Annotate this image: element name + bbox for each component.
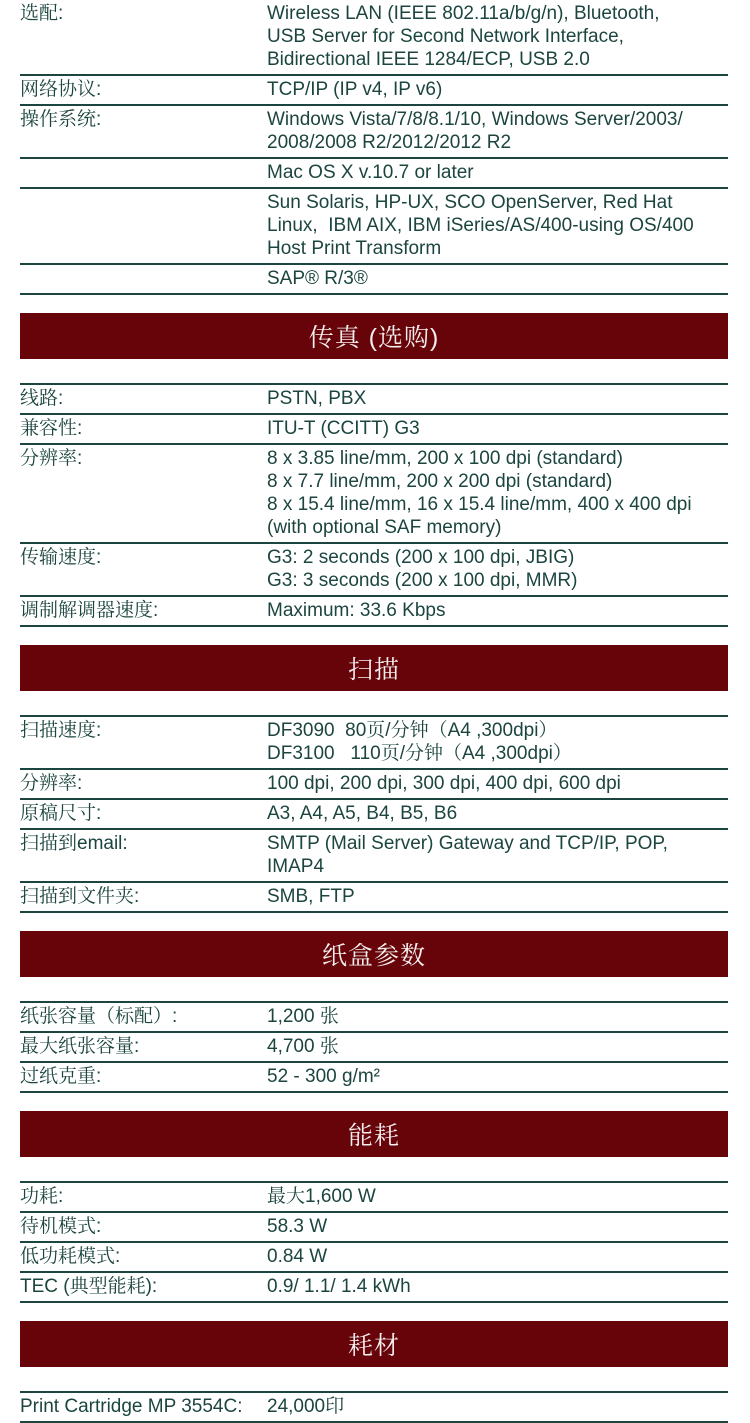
section-header-bar bbox=[20, 1321, 728, 1367]
spec-label bbox=[20, 161, 267, 184]
spec-row bbox=[20, 1183, 728, 1213]
spec-label: 传输速度: bbox=[20, 547, 102, 568]
spec-label: 网络协议: bbox=[20, 79, 102, 100]
section-title: 传真 (选购) bbox=[308, 324, 440, 352]
spec-value bbox=[267, 417, 728, 440]
spec-table bbox=[20, 0, 728, 295]
section-title: 能耗 bbox=[347, 1122, 400, 1150]
spec-row bbox=[20, 76, 728, 106]
section-header-bar bbox=[20, 1111, 728, 1157]
spec-value bbox=[267, 108, 728, 154]
spec-label bbox=[20, 267, 267, 290]
spec-value-line: SMB, FTP bbox=[267, 886, 355, 907]
spec-label: Print Cartridge MP 3554C: bbox=[20, 1396, 243, 1417]
spec-value bbox=[267, 719, 728, 765]
spec-label: 扫描到文件夹: bbox=[20, 886, 140, 907]
spec-label: 扫描到email: bbox=[20, 833, 128, 854]
spec-row bbox=[20, 189, 728, 265]
spec-value-line: 4,700 张 bbox=[267, 1036, 339, 1057]
spec-value-line: 1,200 张 bbox=[267, 1006, 339, 1027]
spec-label: 选配: bbox=[20, 3, 64, 24]
spec-value bbox=[267, 1275, 728, 1298]
spec-row bbox=[20, 597, 728, 627]
spec-value bbox=[267, 546, 728, 592]
spec-row bbox=[20, 159, 728, 189]
spec-label: 原稿尺寸: bbox=[20, 803, 102, 824]
spec-label: 最大纸张容量: bbox=[20, 1036, 140, 1057]
spec-value bbox=[267, 832, 728, 878]
spec-label: 兼容性: bbox=[20, 418, 83, 439]
spec-row bbox=[20, 445, 728, 544]
spec-label: 分辨率: bbox=[20, 448, 83, 469]
section-title: 耗材 bbox=[347, 1332, 400, 1360]
spec-value-line: 2008/2008 R2/2012/2012 R2 bbox=[267, 132, 512, 153]
spec-value-line: 58.3 W bbox=[267, 1216, 328, 1237]
spec-value bbox=[267, 267, 728, 290]
spec-value-line: 0.9/ 1.1/ 1.4 kWh bbox=[267, 1276, 411, 1297]
spec-value bbox=[267, 1395, 728, 1418]
spec-table bbox=[20, 715, 728, 913]
spec-table bbox=[20, 1391, 728, 1423]
spec-row bbox=[20, 265, 728, 295]
spec-value bbox=[267, 191, 728, 260]
spec-label: 过纸克重: bbox=[20, 1066, 102, 1087]
spec-value-line: 24,000印 bbox=[267, 1396, 345, 1417]
section-header-bar bbox=[20, 645, 728, 691]
spec-row bbox=[20, 1393, 728, 1423]
spec-row bbox=[20, 106, 728, 159]
spec-value bbox=[267, 387, 728, 410]
spec-label: TEC (典型能耗): bbox=[20, 1276, 158, 1297]
spec-value bbox=[267, 1065, 728, 1088]
spec-label: 功耗: bbox=[20, 1186, 64, 1207]
spec-label: 线路: bbox=[20, 388, 64, 409]
spec-value-line: 100 dpi, 200 dpi, 300 dpi, 400 dpi, 600 dpi bbox=[267, 773, 621, 794]
spec-value bbox=[267, 447, 728, 539]
spec-value-line: A3, A4, A5, B4, B5, B6 bbox=[267, 803, 458, 824]
spec-value-line: Mac OS X v.10.7 or later bbox=[267, 162, 474, 183]
spec-label: 纸张容量（标配）: bbox=[20, 1006, 178, 1027]
spec-row bbox=[20, 385, 728, 415]
spec-value bbox=[267, 161, 728, 184]
spec-value bbox=[267, 1185, 728, 1208]
spec-value-line: Windows Vista/7/8/8.1/10, Windows Server/2003/ bbox=[267, 109, 683, 130]
spec-value bbox=[267, 772, 728, 795]
spec-row bbox=[20, 770, 728, 800]
spec-value bbox=[267, 78, 728, 101]
spec-table bbox=[20, 1001, 728, 1093]
spec-value-line: TCP/IP (IP v4, IP v6) bbox=[267, 79, 443, 100]
spec-value-line: 0.84 W bbox=[267, 1246, 328, 1267]
spec-label bbox=[20, 191, 267, 260]
spec-row bbox=[20, 1033, 728, 1063]
spec-value-line: DF3100 110页/分钟（A4 ,300dpi） bbox=[267, 743, 572, 764]
spec-value-line: Sun Solaris, HP-UX, SCO OpenServer, Red Hat bbox=[267, 192, 673, 213]
spec-value-line: Maximum: 33.6 Kbps bbox=[267, 600, 446, 621]
spec-value-line: Linux, IBM AIX, IBM iSeries/AS/400-using OS/400 bbox=[267, 215, 694, 236]
spec-label: 调制解调器速度: bbox=[20, 600, 159, 621]
spec-value-line: Host Print Transform bbox=[267, 238, 442, 259]
spec-row bbox=[20, 717, 728, 770]
spec-label: 扫描速度: bbox=[20, 720, 102, 741]
spec-row bbox=[20, 883, 728, 913]
spec-value-line: Wireless LAN (IEEE 802.11a/b/g/n), Bluetooth, bbox=[267, 3, 660, 24]
spec-value-line: 8 x 15.4 line/mm, 16 x 15.4 line/mm, 400 x 400 dpi bbox=[267, 494, 692, 515]
spec-row bbox=[20, 544, 728, 597]
spec-value-line: 最大1,600 W bbox=[267, 1186, 376, 1207]
spec-value bbox=[267, 802, 728, 825]
spec-value-line: 8 x 3.85 line/mm, 200 x 100 dpi (standard) bbox=[267, 448, 623, 469]
spec-row bbox=[20, 1243, 728, 1273]
spec-row bbox=[20, 415, 728, 445]
section-title: 扫描 bbox=[347, 656, 400, 684]
spec-table bbox=[20, 1181, 728, 1303]
spec-row bbox=[20, 800, 728, 830]
spec-value-line: USB Server for Second Network Interface, bbox=[267, 26, 624, 47]
spec-value-line: SAP® R/3® bbox=[267, 268, 368, 289]
section-header-bar bbox=[20, 931, 728, 977]
spec-table bbox=[20, 383, 728, 627]
spec-value-line: PSTN, PBX bbox=[267, 388, 367, 409]
spec-label: 低功耗模式: bbox=[20, 1246, 121, 1267]
spec-row bbox=[20, 1273, 728, 1303]
spec-value bbox=[267, 885, 728, 908]
spec-value bbox=[267, 1215, 728, 1238]
spec-value bbox=[267, 1035, 728, 1058]
spec-value-line: Bidirectional IEEE 1284/ECP, USB 2.0 bbox=[267, 49, 590, 70]
spec-value-line: 52 - 300 g/m² bbox=[267, 1066, 380, 1087]
spec-row bbox=[20, 830, 728, 883]
spec-row bbox=[20, 1003, 728, 1033]
spec-value-line: G3: 2 seconds (200 x 100 dpi, JBIG) bbox=[267, 547, 575, 568]
spec-label: 待机模式: bbox=[20, 1216, 102, 1237]
spec-value-line: SMTP (Mail Server) Gateway and TCP/IP, POP, IMAP4 bbox=[267, 833, 674, 877]
spec-value-line: ITU-T (CCITT) G3 bbox=[267, 418, 420, 439]
spec-row bbox=[20, 1063, 728, 1093]
spec-row bbox=[20, 1213, 728, 1243]
spec-row bbox=[20, 0, 728, 76]
spec-label: 操作系统: bbox=[20, 109, 102, 130]
spec-value bbox=[267, 2, 728, 71]
section-title: 纸盒参数 bbox=[321, 942, 426, 970]
spec-value-line: G3: 3 seconds (200 x 100 dpi, MMR) bbox=[267, 570, 578, 591]
spec-value bbox=[267, 1005, 728, 1028]
spec-value-line: DF3090 80页/分钟（A4 ,300dpi） bbox=[267, 720, 558, 741]
spec-value-line: 8 x 7.7 line/mm, 200 x 200 dpi (standard) bbox=[267, 471, 613, 492]
spec-value bbox=[267, 599, 728, 622]
spec-label: 分辨率: bbox=[20, 773, 83, 794]
section-header-bar bbox=[20, 313, 728, 359]
spec-value bbox=[267, 1245, 728, 1268]
spec-value-line: (with optional SAF memory) bbox=[267, 517, 502, 538]
